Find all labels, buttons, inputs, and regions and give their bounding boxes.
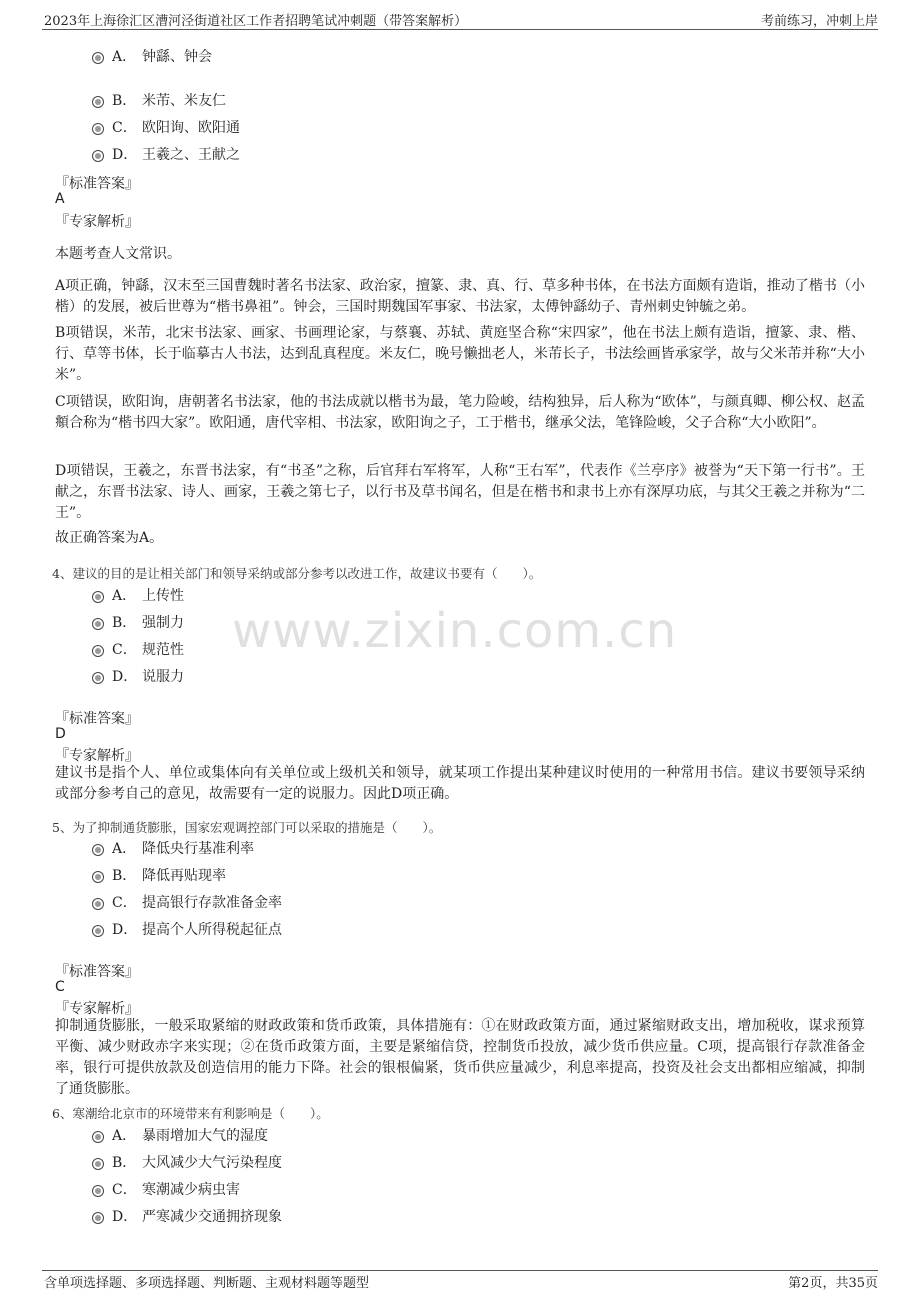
radio-icon[interactable]: [92, 591, 104, 603]
q5-option-a[interactable]: A． 降低央行基准利率: [92, 838, 254, 860]
analysis-tag: 『专家解析』: [55, 1001, 139, 1017]
radio-icon[interactable]: [92, 898, 104, 910]
document-title: 2023年上海徐汇区漕河泾街道社区工作者招聘笔试冲刺题（带答案解析）: [44, 14, 468, 29]
radio-icon[interactable]: [92, 52, 104, 64]
analysis-paragraph: B项错误，米芾，北宋书法家、画家、书画理论家，与蔡襄、苏轼、黄庭坚合称“宋四家”，他在书法上颇有造诣，擅篆、隶、楷、行、草等书体，长于临摹古人书法，达到乱真程度。米友仁，晚号懒拙老人，米芾长子，书法绘画皆承家学，故与父米芾并称“大小米”。: [55, 325, 865, 383]
answer-tag: 『标准答案』: [55, 964, 139, 980]
answer-tag: 『标准答案』: [55, 711, 139, 727]
analysis-paragraph: 本题考查人文常识。: [55, 246, 181, 262]
q5-option-d[interactable]: D． 提高个人所得税起征点: [92, 919, 282, 941]
answer-value: D: [55, 726, 66, 742]
footer-divider: [42, 1270, 878, 1271]
radio-icon[interactable]: [92, 96, 104, 108]
q6-option-b[interactable]: B． 大风减少大气污染程度: [92, 1152, 282, 1174]
analysis-paragraph: 故正确答案为A。: [55, 530, 164, 546]
page-footer: [42, 1272, 878, 1294]
answer-value: A: [55, 191, 65, 207]
radio-icon[interactable]: [92, 618, 104, 630]
q5-option-b[interactable]: B． 降低再贴现率: [92, 865, 226, 887]
question-5: 5、为了抑制通货膨胀，国家宏观调控部门可以采取的措施是（ ）。: [52, 820, 442, 835]
answer-tag: 『标准答案』: [55, 176, 139, 192]
q3-option-b[interactable]: B． 米芾、米友仁: [92, 90, 226, 112]
analysis-paragraph: A项正确，钟繇，汉末至三国曹魏时著名书法家、政治家，擅篆、隶、真、行、草多种书体，在书法方面颇有造诣，推动了楷书（小楷）的发展，被后世尊为“楷书鼻祖”。钟会，三国时期魏国军事家、书法家，太傅钟繇幼子、青州刺史钟毓之弟。: [55, 278, 865, 315]
q6-option-a[interactable]: A． 暴雨增加大气的湿度: [92, 1125, 268, 1147]
radio-icon[interactable]: [92, 150, 104, 162]
watermark: www.zixin.com.cn: [232, 603, 678, 659]
radio-icon[interactable]: [92, 1212, 104, 1224]
footer-note: 含单项选择题、多项选择题、判断题、主观材料题等题型: [44, 1276, 370, 1291]
header-divider: [42, 29, 878, 30]
header-slogan: 考前练习，冲刺上岸: [760, 14, 878, 29]
analysis-paragraph: D项错误，王羲之，东晋书法家，有“书圣”之称，后官拜右军将军，人称“王右军”，代表作《兰亭序》被誉为“天下第一行书”。王献之，东晋书法家、诗人、画家，王羲之第七子，以行书及草书闻名，但是在楷书和隶书上亦有深厚功底，与其父王羲之并称为“二王”。: [55, 463, 865, 521]
radio-icon[interactable]: [92, 844, 104, 856]
radio-icon[interactable]: [92, 1158, 104, 1170]
q3-option-c[interactable]: C． 欧阳询、欧阳通: [92, 117, 240, 139]
page-header: [42, 6, 878, 28]
analysis-paragraph: 抑制通货膨胀，一般采取紧缩的财政政策和货币政策，具体措施有：①在财政政策方面，通过紧缩财政支出，增加税收，谋求预算平衡、减少财政赤字来实现；②在货币政策方面，主要是紧缩信贷，控制货币投放，减少货币供应量。C项，提高银行存款准备金率，银行可提供放款及创造信用的能力下降。社会的银根偏紧，货币供应量减少，利息率提高，投资及社会支出都相应缩减，抑制了通货膨胀。: [55, 1018, 865, 1097]
q5-option-c[interactable]: C． 提高银行存款准备金率: [92, 892, 282, 914]
q6-option-d[interactable]: D． 严寒减少交通拥挤现象: [92, 1206, 282, 1228]
radio-icon[interactable]: [92, 1131, 104, 1143]
radio-icon[interactable]: [92, 925, 104, 937]
q4-option-a[interactable]: A． 上传性: [92, 585, 184, 607]
q4-option-c[interactable]: C． 规范性: [92, 639, 184, 661]
radio-icon[interactable]: [92, 123, 104, 135]
q4-option-b[interactable]: B． 强制力: [92, 612, 184, 634]
analysis-paragraph: 建议书是指个人、单位或集体向有关单位或上级机关和领导，就某项工作提出某种建议时使用的一种常用书信。建议书要领导采纳或部分参考自己的意见，故需要有一定的说服力。因此D项正确。: [55, 765, 865, 802]
question-4: 4、建议的目的是让相关部门和领导采纳或部分参考以改进工作，故建议书要有（ ）。: [52, 566, 542, 581]
analysis-paragraph: C项错误，欧阳询，唐朝著名书法家，他的书法成就以楷书为最，笔力险峻，结构独异，后人称为“欧体”，与颜真卿、柳公权、赵孟頫合称为“楷书四大家”。欧阳通，唐代宰相、书法家，欧阳询之子，工于楷书，继承父法，笔锋险峻，父子合称“大小欧阳”。: [55, 394, 865, 431]
answer-value: C: [55, 979, 65, 995]
analysis-tag: 『专家解析』: [55, 214, 139, 230]
radio-icon[interactable]: [92, 672, 104, 684]
q6-option-c[interactable]: C． 寒潮减少病虫害: [92, 1179, 240, 1201]
radio-icon[interactable]: [92, 1185, 104, 1197]
q3-option-d[interactable]: D． 王羲之、王献之: [92, 144, 240, 166]
page-number: 第2页，共35页: [788, 1276, 878, 1291]
radio-icon[interactable]: [92, 645, 104, 657]
radio-icon[interactable]: [92, 871, 104, 883]
q3-option-a[interactable]: A． 钟繇、钟会: [92, 46, 212, 68]
q4-option-d[interactable]: D． 说服力: [92, 666, 184, 688]
question-6: 6、寒潮给北京市的环境带来有利影响是（ ）。: [52, 1106, 329, 1121]
analysis-tag: 『专家解析』: [55, 748, 139, 764]
